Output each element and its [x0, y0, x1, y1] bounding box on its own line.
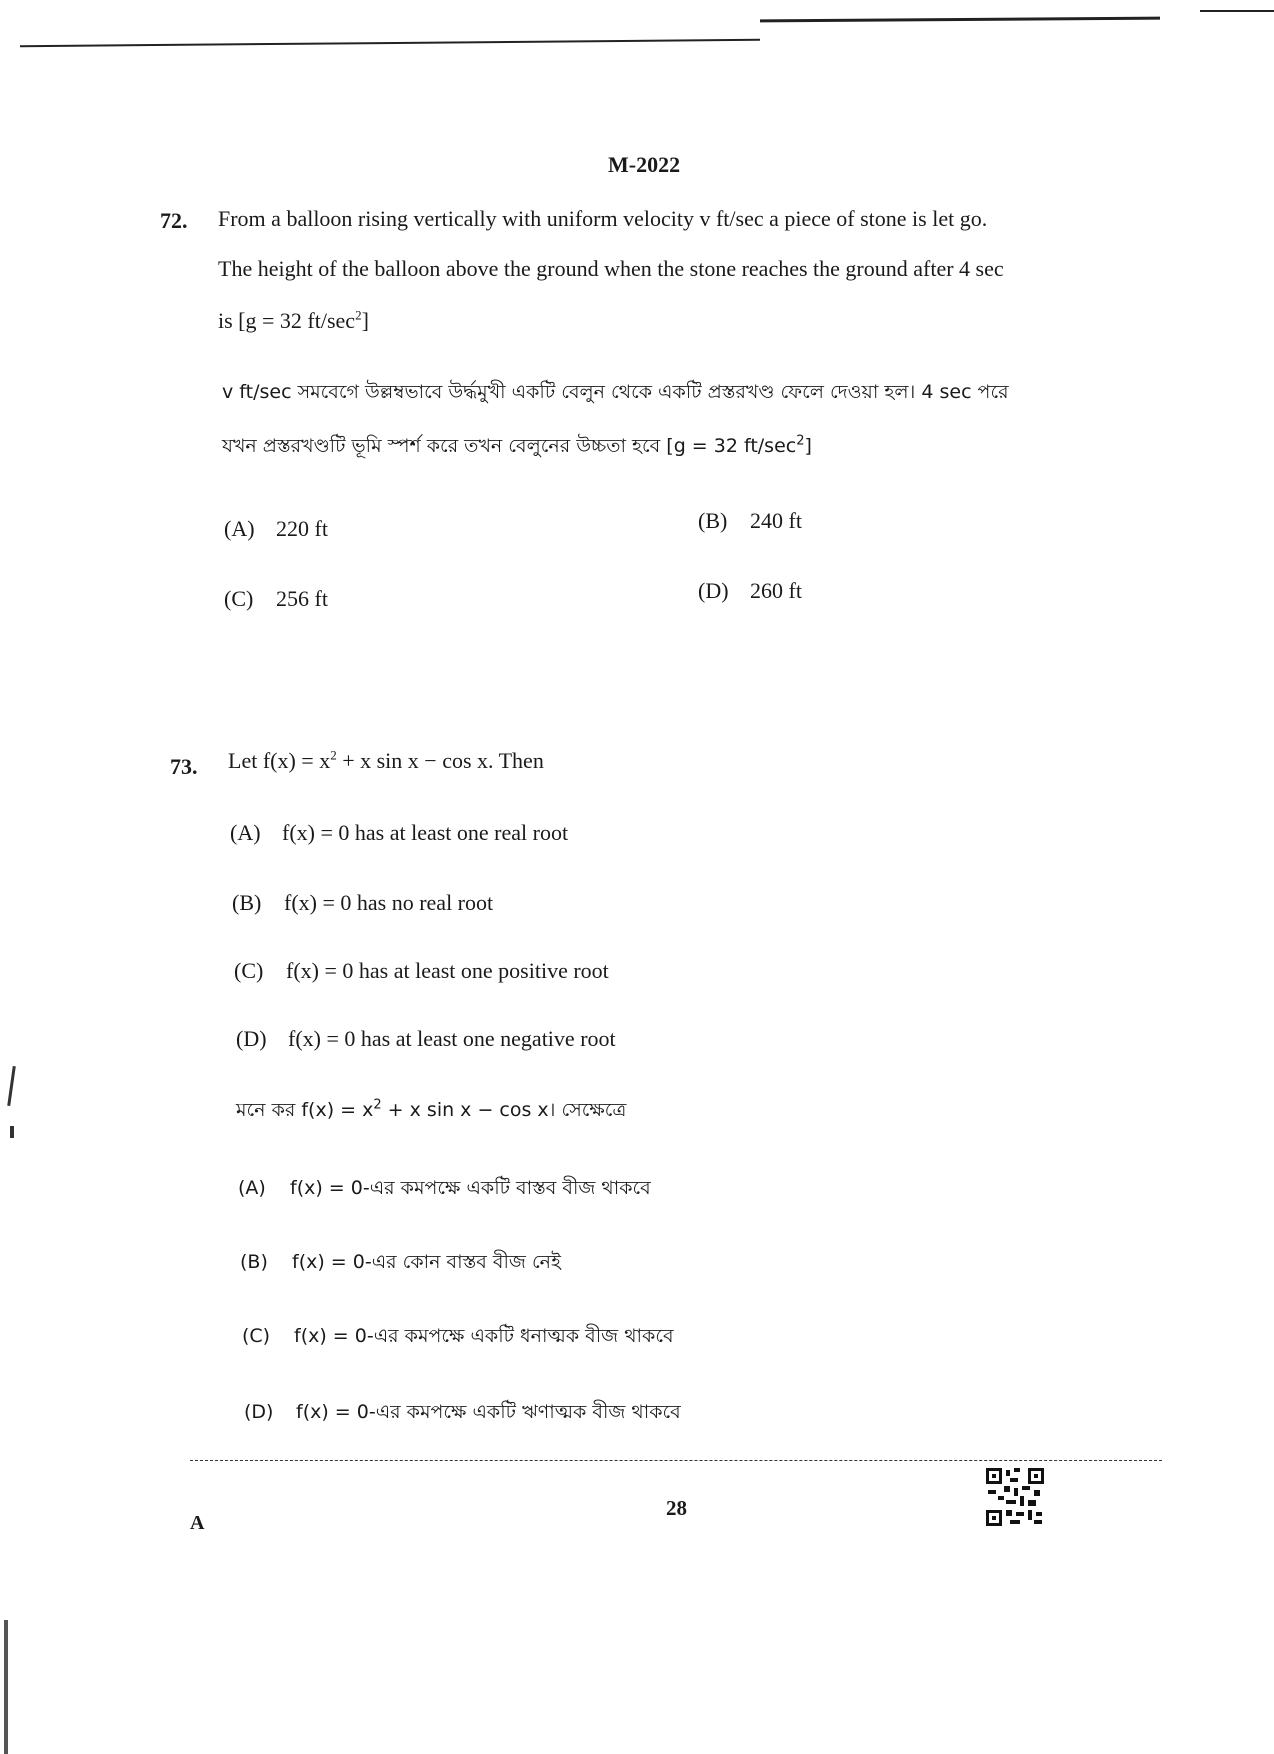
margin-mark-2 — [10, 1126, 14, 1138]
q73-bn-option-c: (C) f(x) = 0-এর কমপক্ষে একটি ধনাত্মক বীজ থাকবে — [242, 1325, 674, 1347]
qr-code-icon — [986, 1468, 1044, 1526]
q73-en-option-a: (A) f(x) = 0 has at least one real root — [230, 820, 569, 845]
q73-bn-option-d: (D) f(x) = 0-এর কমপক্ষে একটি ঋণাত্মক বীজ থাকবে — [244, 1401, 681, 1423]
q73-number: 73. — [170, 754, 198, 779]
q73-en-option-b: (B) f(x) = 0 has no real root — [232, 890, 494, 915]
q72-option-b: (B) 240 ft — [698, 508, 802, 533]
q72-option-d: (D) 260 ft — [698, 578, 802, 603]
q72-en-line1: From a balloon rising vertically with uniform velocity v ft/sec a piece of stone is let go. — [218, 206, 988, 231]
set-letter: A — [190, 1512, 205, 1534]
q73-en-stem: Let $f(x) = x^2 + x$ sin x − cos x. Then — [228, 747, 544, 773]
q72-option-a: (A) 220 ft — [224, 516, 328, 541]
footer-rule — [190, 1460, 1162, 1461]
q72-en-line2: The height of the balloon above the ground when the stone reaches the ground after 4 sec — [218, 256, 1004, 281]
page-number: 28 — [666, 1496, 687, 1520]
margin-mark — [7, 1066, 16, 1106]
q72-option-c: (C) 256 ft — [224, 586, 328, 611]
q72-bn-line2: যখন প্রস্তরখণ্ডটি ভূমি স্পর্শ করে তখন বেলুনের উচ্চতা হবে [g = 32 $ft/\sec^2$] — [222, 433, 812, 457]
q73-bn-option-b: (B) f(x) = 0-এর কোন বাস্তব বীজ নেই — [240, 1251, 561, 1273]
exam-code: M-2022 — [608, 152, 681, 177]
q73-bn-option-a: (A) f(x) = 0-এর কমপক্ষে একটি বাস্তব বীজ থাকবে — [238, 1177, 651, 1199]
q72-en-line3: is [g = 32 $ft/\sec^2$] — [218, 307, 369, 333]
scan-top-line-3 — [1200, 10, 1274, 12]
q72-number: 72. — [160, 208, 188, 233]
q73-bn-stem: মনে কর $f(x) = x^2 + x$ sin x − cos x। সেক্ষেত্রে — [236, 1097, 627, 1121]
scan-top-line — [20, 39, 760, 47]
q73-en-option-d: (D) f(x) = 0 has at least one negative root — [236, 1026, 616, 1051]
margin-mark-3 — [4, 1620, 8, 1754]
scan-top-line-2 — [760, 17, 1160, 23]
q72-bn-line1: v ft/sec সমবেগে উল্লম্বভাবে উর্দ্ধমুখী একটি বেলুন থেকে একটি প্রস্তরখণ্ড ফেলে দেওয়া হল। 4 sec পরে — [222, 381, 1009, 403]
q73-en-option-c: (C) f(x) = 0 has at least one positive root — [234, 958, 609, 983]
